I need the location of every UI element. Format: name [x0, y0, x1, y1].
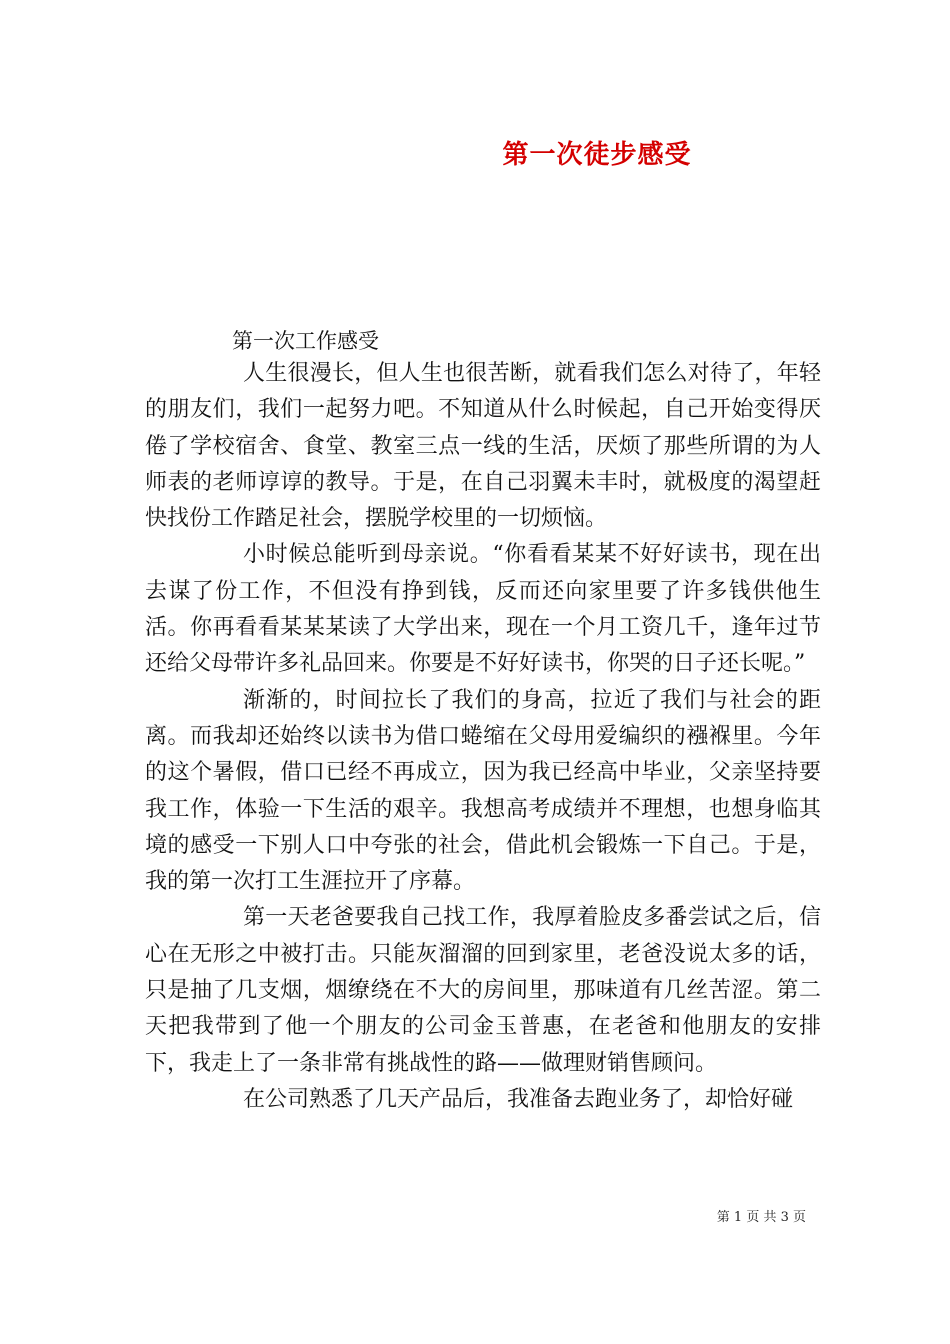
body-paragraph-1: 人生很漫长，但人生也很苦断，就看我们怎么对待了，年轻的朋友们，我们一起努力吧。不知道从什么时候起，自己开始变得厌倦了学校宿舍、食堂、教室三点一线的生活，厌烦了那些所谓的为人师表的老师谆谆的教导。于是，在自己羽翼未丰时，就极度的渴望赶快找份工作踏足社会，摆脱学校里的一切烦恼。: [145, 361, 821, 532]
body-paragraph-2: 小时候总能听到母亲说。“你看看某某不好好读书，现在出去谋了份工作，不但没有挣到钱，反而还向家里要了许多钱供他生活。你再看看某某某读了大学出来，现在一个月工资几千，逢年过节还给父母带许多礼品回来。你要是不好好读书，你哭的日子还长呢。”: [145, 542, 821, 677]
document-title: 第一次徒步感受: [502, 140, 692, 170]
page-number-footer: 第 1 页 共 3 页: [716, 1210, 806, 1225]
document-subtitle: 第一次工作感受: [232, 329, 379, 353]
body-paragraph-5: 在公司熟悉了几天产品后，我准备去跑业务了，却恰好碰: [243, 1086, 794, 1112]
body-paragraph-3: 渐渐的，时间拉长了我们的身高，拉近了我们与社会的距离。而我却还始终以读书为借口蜷缩在父母用爱编织的襁褓里。今年的这个暑假，借口已经不再成立，因为我已经高中毕业，父亲坚持要我工作，体验一下生活的艰辛。我想高考成绩并不理想，也想身临其境的感受一下别人口中夸张的社会，借此机会锻炼一下自己。于是，我的第一次打工生涯拉开了序幕。: [145, 687, 821, 895]
body-paragraph-4: 第一天老爸要我自己找工作，我厚着脸皮多番尝试之后，信心在无形之中被打击。只能灰溜溜的回到家里，老爸没说太多的话，只是抽了几支烟，烟缭绕在不大的房间里，那味道有几丝苦涩。第二天把我带到了他一个朋友的公司金玉普惠，在老爸和他朋友的安排下，我走上了一条非常有挑战性的路——做理财销售顾问。: [145, 905, 821, 1076]
document-body: [145, 356, 821, 1118]
